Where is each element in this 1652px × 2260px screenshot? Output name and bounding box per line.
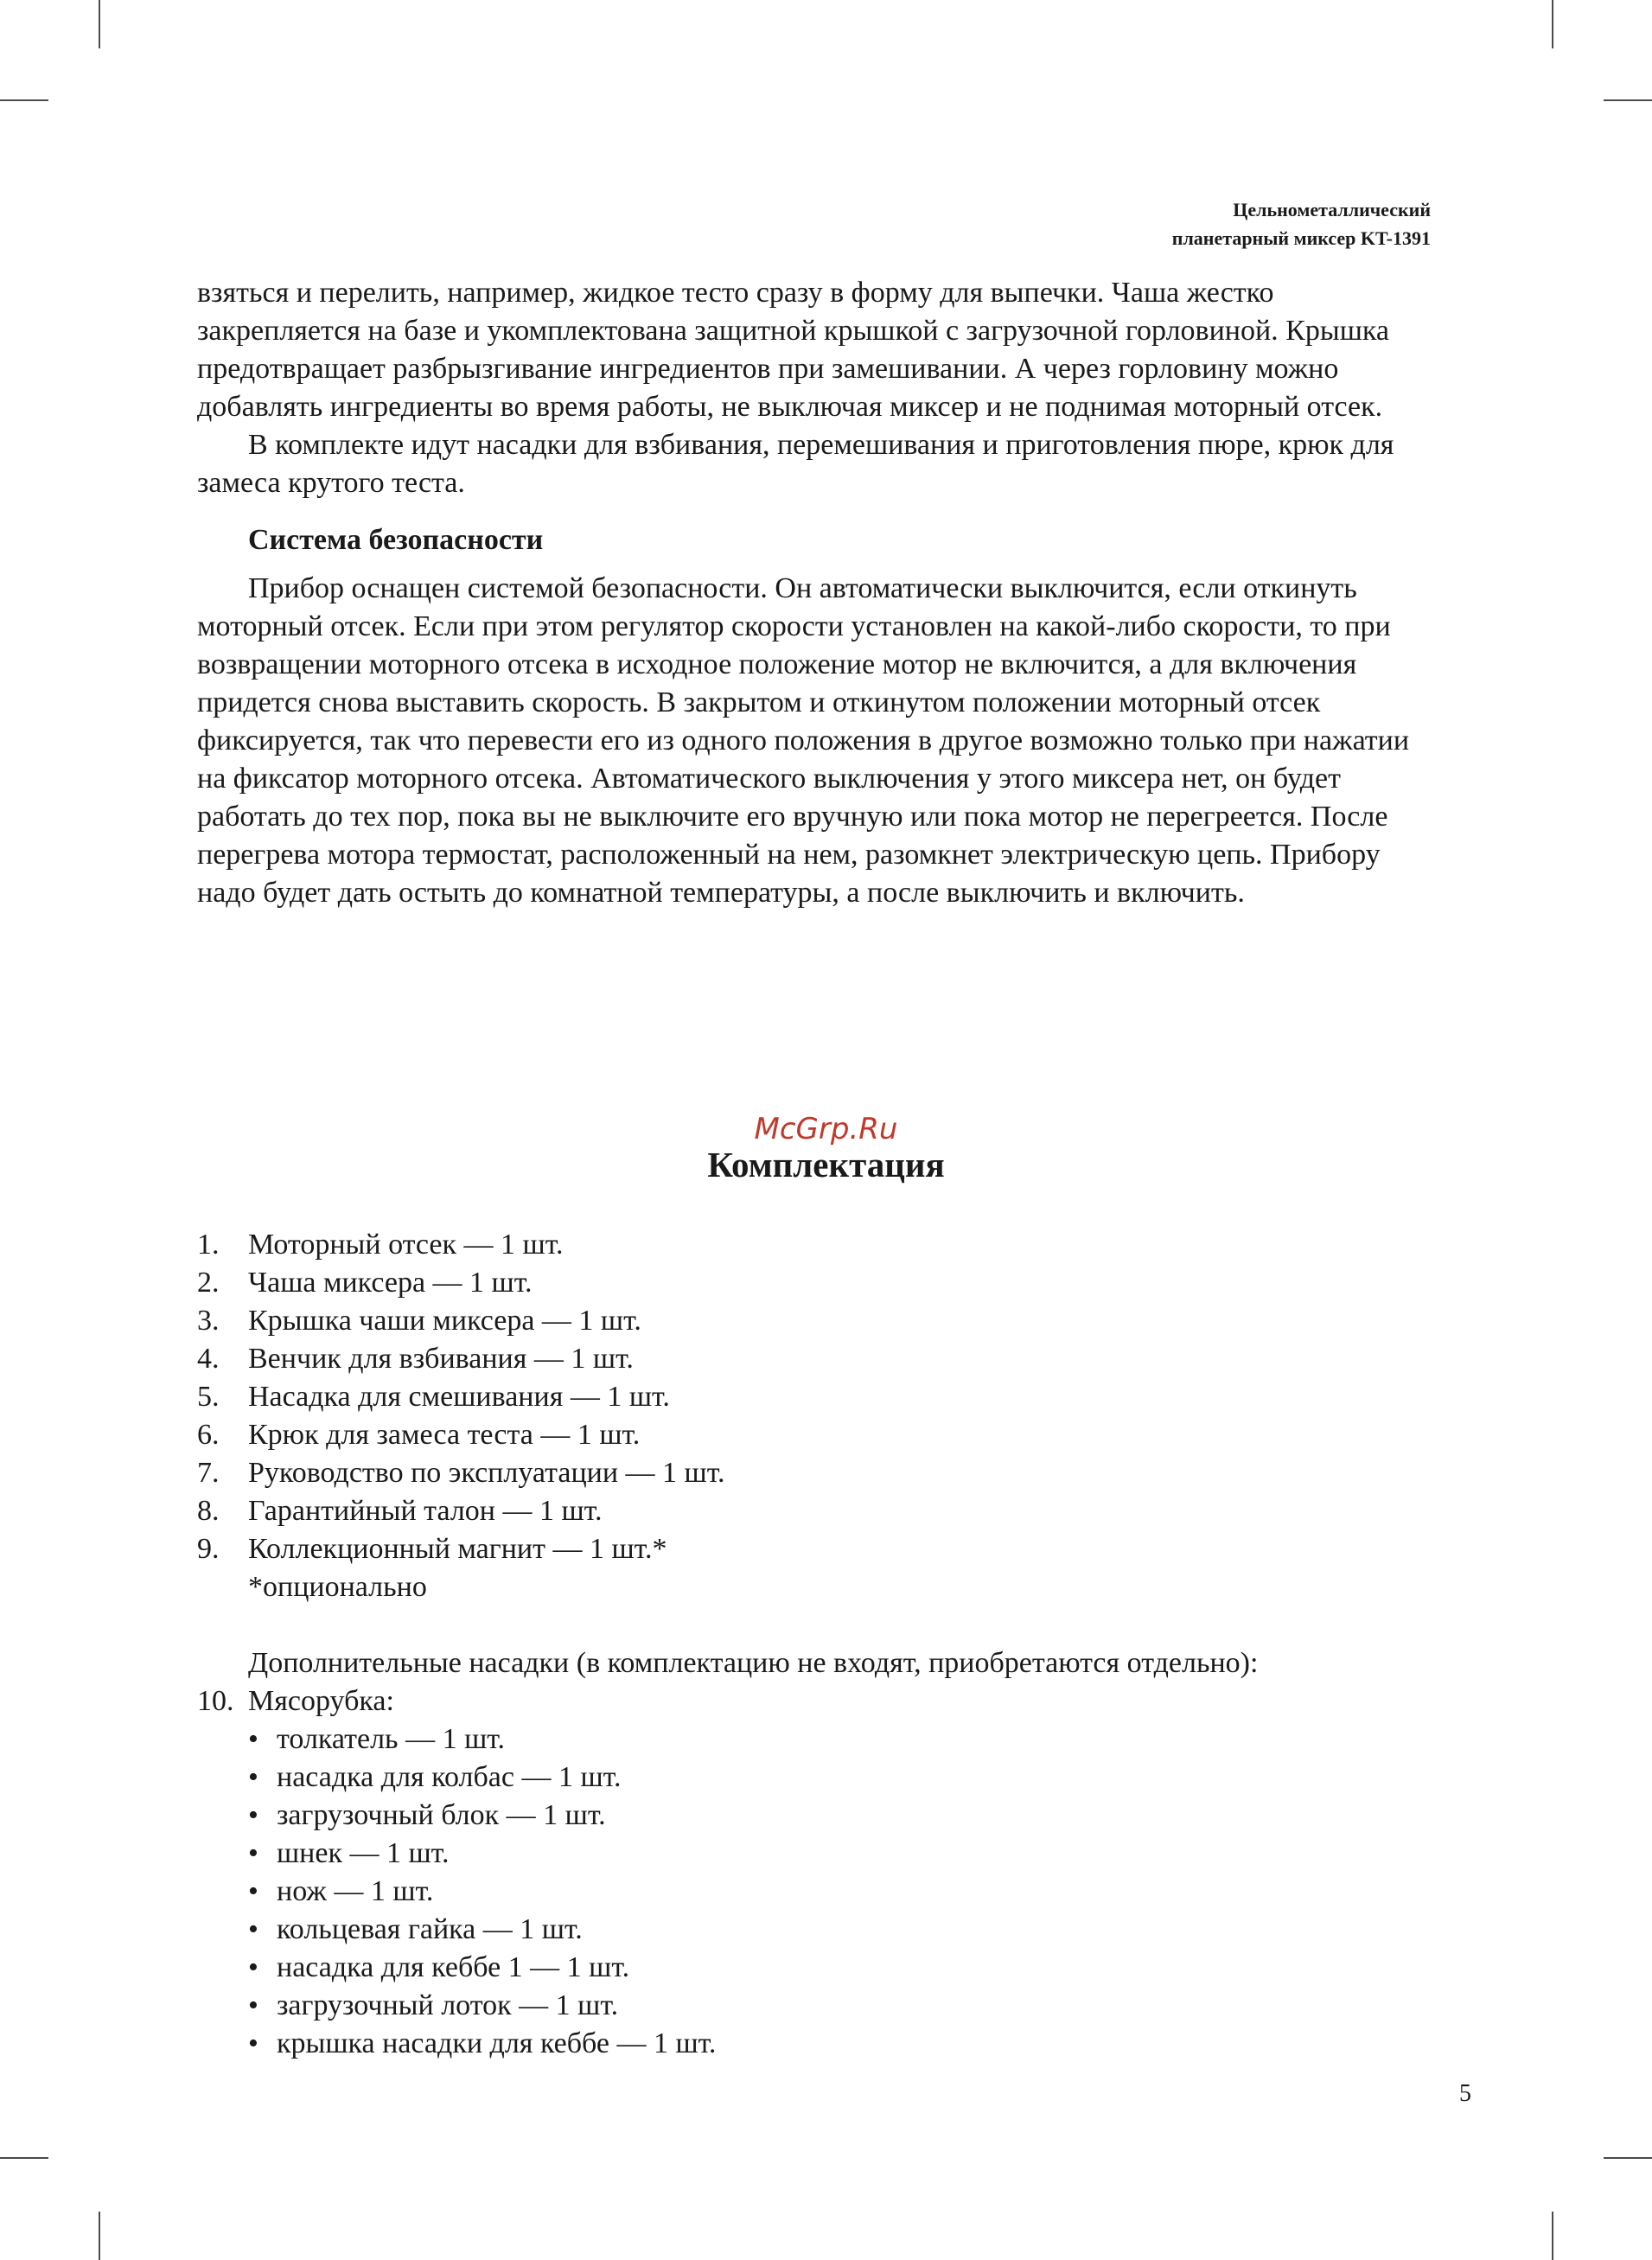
safety-heading: Система безопасности — [248, 524, 544, 556]
bullet-text: толкатель — 1 шт. — [277, 1723, 506, 1755]
bullet: • — [248, 1723, 258, 1755]
item-text: Венчик для взбивания — 1 шт. — [248, 1343, 634, 1375]
list-item — [197, 1416, 1433, 1454]
bullet-item — [197, 1987, 1433, 2025]
item-number: 4. — [197, 1343, 220, 1375]
item-number: 9. — [197, 1533, 220, 1565]
bullet-text: крышка насадки для кеббе — 1 шт. — [277, 2027, 717, 2059]
paragraph-continued: взяться и перелить, например, жидкое тесто сразу в форму для выпечки. Чаша жестко закрепляется на базе и укомплектована защитной крышкой с загрузочной горловиной. Крышка предотвращает разбрызгивание ингредиентов при замешивании. А через горловину можно добавлять ингредиенты во время работы, не выключая миксер и не поднимая моторный отсек. — [197, 277, 1389, 423]
header-line-2: планетарный миксер KT-1391 — [1171, 227, 1431, 249]
item-number: 2. — [197, 1267, 220, 1299]
page-number: 5 — [1459, 2080, 1471, 2107]
paragraph-attachments: В комплекте идут насадки для взбивания, перемешивания и приготовления пюре, крюк для замеса крутого теста. — [197, 429, 1394, 499]
item-text: Коллекционный магнит — 1 шт.* — [248, 1533, 667, 1565]
spacer — [197, 1606, 1433, 1644]
list-item — [197, 1530, 1433, 1568]
bullet: • — [248, 1913, 258, 1945]
crop-mark — [99, 0, 100, 48]
list-item — [197, 1454, 1433, 1492]
list-item — [197, 1302, 1433, 1340]
crop-mark — [0, 99, 48, 101]
item-text: Чаша миксера — 1 шт. — [248, 1267, 533, 1299]
bullet: • — [248, 1951, 258, 1983]
bullet-item — [197, 1721, 1433, 1759]
crop-mark — [1552, 2212, 1553, 2260]
bullet-item — [197, 1835, 1433, 1873]
bullet-text: насадка для колбас — 1 шт. — [277, 1761, 622, 1793]
item-number: 6. — [197, 1419, 220, 1451]
list-item — [197, 1378, 1433, 1416]
footnote: *опционально — [248, 1571, 427, 1603]
item-text: Гарантийный талон — 1 шт. — [248, 1495, 603, 1527]
list-item — [197, 1682, 1433, 1721]
completeness-list — [197, 1226, 1433, 2063]
running-header — [1172, 195, 1431, 252]
item-number: 5. — [197, 1381, 220, 1413]
bullet: • — [248, 2027, 258, 2059]
bullet: • — [248, 1989, 258, 2021]
crop-mark — [99, 2212, 100, 2260]
item-number: 8. — [197, 1495, 220, 1527]
bullet-text: нож — 1 шт. — [277, 1875, 434, 1907]
item-text: Насадка для смешивания — 1 шт. — [248, 1381, 670, 1413]
list-item — [197, 1492, 1433, 1530]
bullet-text: загрузочный блок — 1 шт. — [277, 1799, 606, 1831]
bullet-item — [197, 1797, 1433, 1835]
item-number: 3. — [197, 1305, 220, 1337]
extra-intro: Дополнительные насадки (в комплектацию не входят, приобретаются отдельно): — [248, 1647, 1259, 1679]
bullet-item — [197, 1873, 1433, 1911]
item-text: Руководство по эксплуатации — 1 шт. — [248, 1457, 725, 1489]
bullet-text: шнек — 1 шт. — [277, 1837, 450, 1869]
bullet-text: кольцевая гайка — 1 шт. — [277, 1913, 583, 1945]
item-text: Мясорубка: — [248, 1685, 394, 1717]
bullet: • — [248, 1875, 258, 1907]
item-text: Моторный отсек — 1 шт. — [248, 1229, 564, 1261]
bullet: • — [248, 1799, 258, 1831]
item-number: 10. — [197, 1685, 234, 1717]
bullet: • — [248, 1761, 258, 1793]
bullet-item — [197, 2025, 1433, 2063]
body-text — [197, 274, 1433, 912]
watermark: McGrp.Ru — [754, 1112, 898, 1146]
crop-mark — [1552, 0, 1553, 48]
item-text: Крышка чаши миксера — 1 шт. — [248, 1305, 641, 1337]
item-number: 7. — [197, 1457, 220, 1489]
bullet-item — [197, 1911, 1433, 1949]
header-line-1: Цельнометаллический — [1233, 199, 1431, 220]
bullet-text: загрузочный лоток — 1 шт. — [277, 1989, 619, 2021]
list-item — [197, 1226, 1433, 1264]
item-number: 1. — [197, 1229, 220, 1261]
bullet-item — [197, 1949, 1433, 1987]
list-item — [197, 1340, 1433, 1378]
item-text: Крюк для замеса теста — 1 шт. — [248, 1419, 641, 1451]
bullet: • — [248, 1837, 258, 1869]
section-title: Комплектация — [707, 1145, 945, 1184]
crop-mark — [1604, 2157, 1652, 2159]
list-item — [197, 1264, 1433, 1302]
bullet-item — [197, 1759, 1433, 1797]
safety-paragraph: Прибор оснащен системой безопасности. Он автоматически выключится, если откинуть моторный отсек. Если при этом регулятор скорости установлен на какой-либо скорости, то при возвращении моторного отсека в исходное положение мотор не включится, а для включения придется снова выставить скорость. В закрытом и откинутом положении моторный отсек фиксируется, так что перевести его из одного положения в другое возможно только при нажатии на фиксатор моторного отсека. Автоматического выключения у этого миксера нет, он будет работать до тех пор, пока вы не выключите его вручную или пока мотор не перегреется. После перегрева мотора термостат, расположенный на нем, разомкнет электрическую цепь. Прибору надо будет дать остыть до комнатной температуры, а после выключить и включить. — [197, 572, 1410, 909]
crop-mark — [1604, 99, 1652, 101]
bullet-text: насадка для кеббе 1 — 1 шт. — [277, 1951, 630, 1983]
crop-mark — [0, 2157, 48, 2159]
